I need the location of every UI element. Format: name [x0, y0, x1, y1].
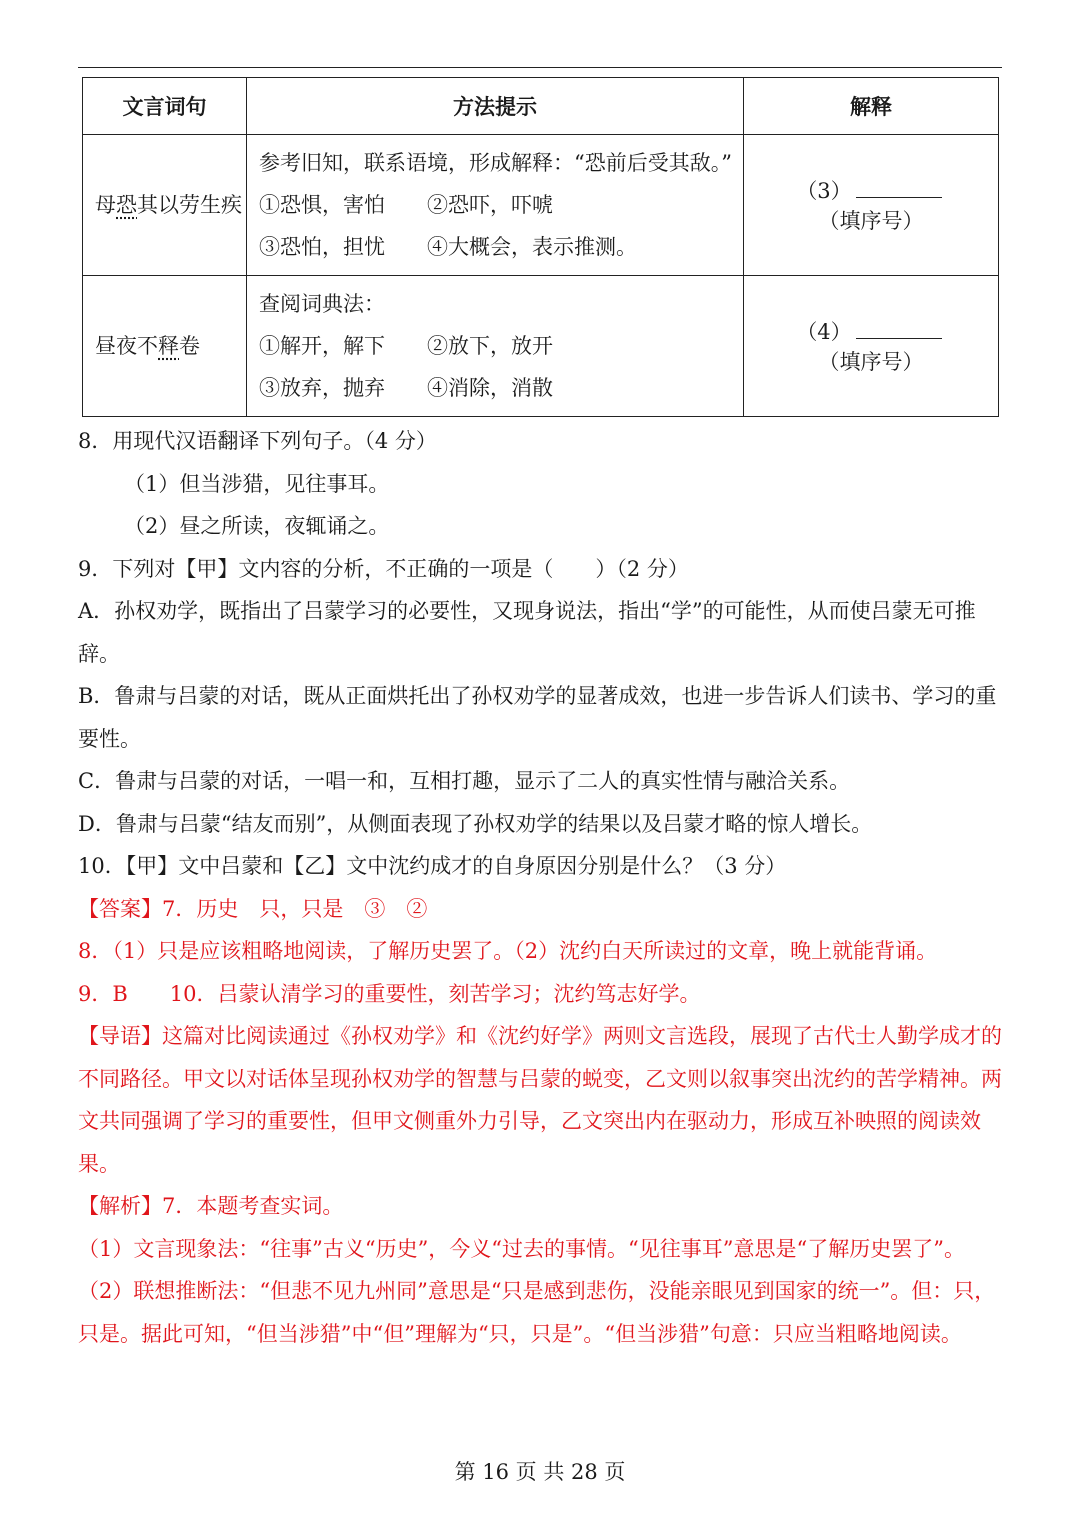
- analysis-heading: 【解析】7．本题考查实词。: [78, 1194, 344, 1218]
- option: ①解开，解下: [259, 334, 385, 358]
- option: ④消除，消散: [427, 376, 553, 400]
- option-d: D．鲁肃与吕蒙“结友而别”，从侧面表现了孙权劝学的结果以及吕蒙才略的惊人增长。: [78, 811, 873, 836]
- hint-title: 查阅词典法：: [259, 292, 385, 316]
- option: ②恐吓，吓唬: [427, 193, 553, 217]
- option: ②放下，放开: [427, 334, 553, 358]
- question-8-1: （1）但当涉猎，见往事耳。: [124, 471, 390, 496]
- answer-cell: （3）（填序号）: [744, 135, 999, 276]
- option-a: A．孙权劝学，既指出了吕蒙学习的必要性，又现身说法，指出“学”的可能性，从而使吕蒙无可推辞。: [78, 599, 976, 666]
- hint-cell: [247, 135, 744, 276]
- option-b: B．鲁肃与吕蒙的对话，既从正面烘托出了孙权劝学的显著成效，也进一步告诉人们读书、学习的重要性。: [78, 684, 997, 751]
- option: ③恐怕，担忧: [259, 235, 385, 259]
- option: ④大概会，表示推测。: [427, 235, 637, 259]
- question-9: 9．下列对【甲】文内容的分析，不正确的一项是（ ）（2 分）: [78, 556, 689, 581]
- analysis-1: （1）文言现象法：“往事”古义“历史”，今义“过去的事情。“见往事耳”意思是“了解历史罢了”。: [78, 1236, 965, 1261]
- top-rule: [78, 67, 1002, 68]
- header-method: 方法提示: [247, 78, 744, 135]
- table-row: [83, 276, 999, 417]
- question-10: 10．【甲】文中吕蒙和【乙】文中沈约成才的自身原因分别是什么？（3 分）: [78, 854, 787, 878]
- table-row: [83, 135, 999, 276]
- header-explanation: 解释: [744, 78, 999, 135]
- question-8-2: （2）昼之所读，夜辄诵之。: [124, 514, 390, 538]
- answer-9-10: 9．B 10．吕蒙认清学习的重要性，刻苦学习；沈约笃志好学。: [78, 981, 701, 1006]
- page-footer: 第 16 页 共 28 页: [454, 1460, 626, 1484]
- answer-blank[interactable]: [856, 318, 942, 339]
- answer-cell: （4）（填序号）: [744, 276, 999, 417]
- question-content: [78, 420, 1002, 1355]
- answer-blank[interactable]: [856, 177, 942, 198]
- term-cell: 昼夜不释卷: [83, 276, 247, 417]
- option: ③放弃，抛弃: [259, 376, 385, 400]
- option: ①恐惧，害怕: [259, 193, 385, 217]
- question-8: 8．用现代汉语翻译下列句子。（4 分）: [78, 429, 437, 453]
- guide-paragraph: 【导语】这篇对比阅读通过《孙权劝学》和《沈约好学》两则文言选段，展现了古代士人勤学成才的不同路径。甲文以对话体呈现孙权劝学的智慧与吕蒙的蜕变，乙文则以叙事突出沈约的苦学精神。两文共同强调了学习的重要性，但甲文侧重外力引导，乙文突出内在驱动力，形成互补映照的阅读效果。: [78, 1024, 1002, 1176]
- hint-title: 参考旧知，联系语境，形成解释：“恐前后受其敌。”: [259, 151, 732, 175]
- answer-7: 【答案】7．历史 只，只是 ③ ②: [78, 896, 428, 921]
- analysis-2: （2）联想推断法：“但悲不见九州同”意思是“只是感到悲伤，没能亲眼见到国家的统一”。但：只，只是。据此可知，“但当涉猎”中“但”理解为“只，只是”。“但当涉猎”句意：只应当粗略地阅读。: [78, 1279, 996, 1346]
- vocab-table: [82, 77, 999, 417]
- hint-cell: [247, 276, 744, 417]
- table-header-row: [83, 78, 999, 135]
- term-cell: 母恐其以劳生疾: [83, 135, 247, 276]
- option-c: C．鲁肃与吕蒙的对话，一唱一和，互相打趣，显示了二人的真实性情与融洽关系。: [78, 769, 851, 793]
- answer-8: 8．（1）只是应该粗略地阅读，了解历史罢了。（2）沈约白天所读过的文章，晚上就能背诵。: [78, 939, 938, 963]
- header-term: 文言词句: [83, 78, 247, 135]
